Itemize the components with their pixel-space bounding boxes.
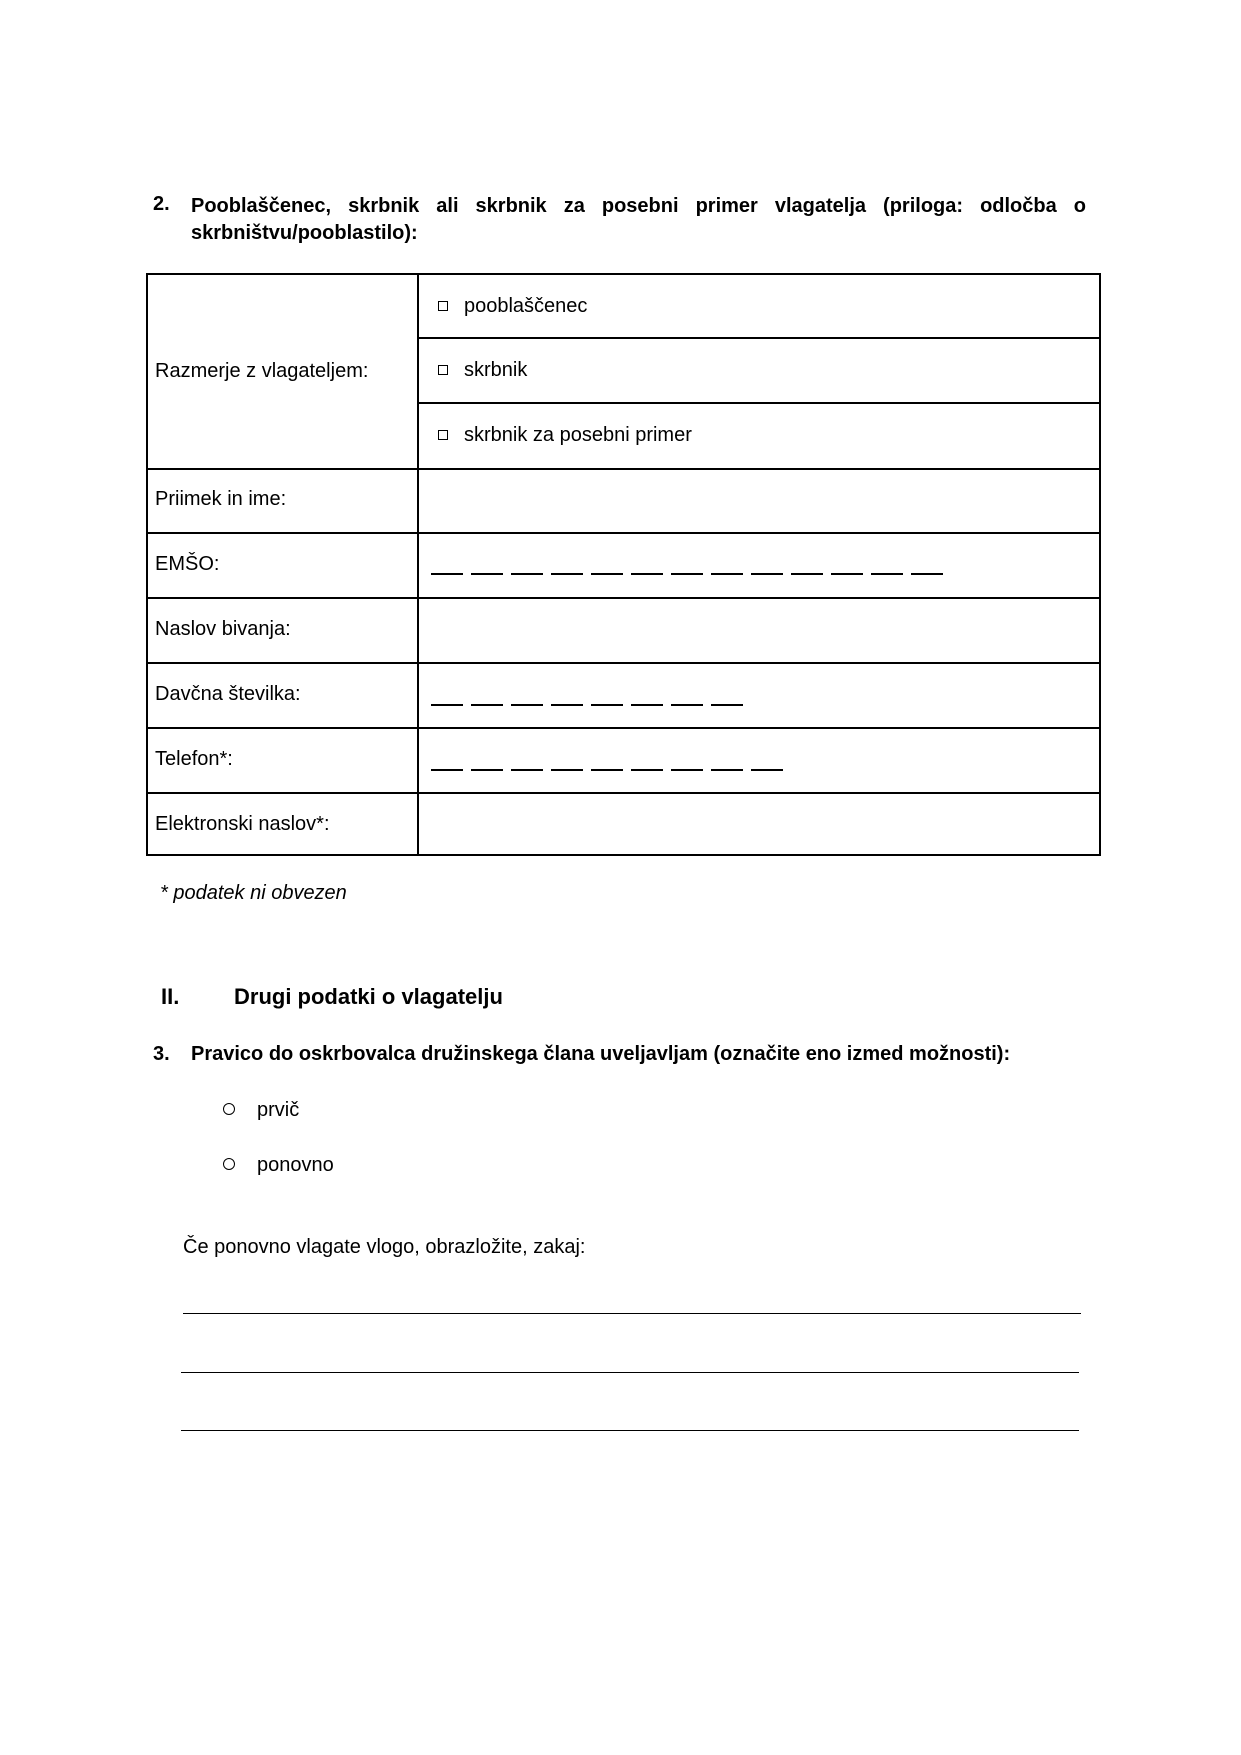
digit-slot[interactable]	[631, 769, 663, 771]
digit-slot[interactable]	[511, 769, 543, 771]
option-skrbnik[interactable]	[438, 359, 527, 382]
email-label: Elektronski naslov*:	[155, 813, 330, 835]
digit-slot[interactable]	[791, 573, 823, 575]
checkbox-icon[interactable]	[438, 430, 448, 440]
option-skrbnik-posebni[interactable]	[438, 424, 692, 447]
tax-label: Davčna številka:	[155, 683, 301, 705]
digit-slot[interactable]	[551, 573, 583, 575]
radio-again[interactable]	[223, 1154, 334, 1177]
reason-prompt: Če ponovno vlagate vlogo, obrazložite, zakaj:	[183, 1236, 586, 1258]
option-pooblascenec[interactable]	[438, 295, 587, 318]
digit-slot[interactable]	[671, 769, 703, 771]
section-number: 2.	[153, 193, 170, 215]
section-ii-title: Drugi podatki o vlagatelju	[234, 984, 503, 1009]
option-label: skrbnik	[464, 359, 528, 381]
section-title: Pooblaščenec, skrbnik ali skrbnik za posebni primer vlagatelja (priloga: odločba o skrbništvu/pooblastilo):	[191, 195, 1086, 244]
name-label: Priimek in ime:	[155, 488, 287, 510]
emso-digit-fields[interactable]	[431, 573, 943, 575]
reason-line[interactable]	[181, 1430, 1079, 1431]
row-divider	[417, 402, 1099, 404]
digit-slot[interactable]	[431, 769, 463, 771]
emso-label: EMŠO:	[155, 553, 220, 575]
relation-label: Razmerje z vlagateljem:	[155, 360, 369, 382]
address-label: Naslov bivanja:	[155, 618, 291, 640]
tax-digit-fields[interactable]	[431, 704, 743, 706]
option-label: pooblaščenec	[464, 295, 588, 317]
radio-first-time[interactable]	[223, 1099, 299, 1122]
row-divider	[148, 662, 1099, 664]
digit-slot[interactable]	[831, 573, 863, 575]
digit-slot[interactable]	[511, 704, 543, 706]
digit-slot[interactable]	[431, 573, 463, 575]
digit-slot[interactable]	[471, 769, 503, 771]
checkbox-icon[interactable]	[438, 301, 448, 311]
representative-table	[146, 273, 1101, 856]
radio-label: ponovno	[257, 1154, 334, 1176]
digit-slot[interactable]	[631, 704, 663, 706]
row-divider	[148, 532, 1099, 534]
option-label: skrbnik za posebni primer	[464, 424, 692, 446]
radio-circle-icon[interactable]	[223, 1103, 235, 1115]
digit-slot[interactable]	[871, 573, 903, 575]
digit-slot[interactable]	[631, 573, 663, 575]
reason-line[interactable]	[183, 1313, 1081, 1314]
digit-slot[interactable]	[471, 573, 503, 575]
digit-slot[interactable]	[431, 704, 463, 706]
row-divider	[148, 468, 1099, 470]
column-divider	[417, 275, 419, 854]
question-number: 3.	[153, 1043, 170, 1065]
radio-label: prvič	[257, 1099, 300, 1121]
row-divider	[148, 597, 1099, 599]
digit-slot[interactable]	[711, 769, 743, 771]
row-divider	[148, 727, 1099, 729]
digit-slot[interactable]	[551, 704, 583, 706]
digit-slot[interactable]	[711, 704, 743, 706]
phone-label: Telefon*:	[155, 748, 233, 770]
digit-slot[interactable]	[751, 769, 783, 771]
radio-circle-icon[interactable]	[223, 1158, 235, 1170]
digit-slot[interactable]	[471, 704, 503, 706]
digit-slot[interactable]	[511, 573, 543, 575]
digit-slot[interactable]	[591, 573, 623, 575]
checkbox-icon[interactable]	[438, 365, 448, 375]
digit-slot[interactable]	[911, 573, 943, 575]
reason-line[interactable]	[181, 1372, 1079, 1373]
row-divider	[148, 792, 1099, 794]
digit-slot[interactable]	[751, 573, 783, 575]
digit-slot[interactable]	[551, 769, 583, 771]
question-title: Pravico do oskrbovalca družinskega člana uveljavljam (označite eno izmed možnosti):	[191, 1043, 1011, 1065]
phone-digit-fields[interactable]	[431, 769, 783, 771]
digit-slot[interactable]	[591, 704, 623, 706]
footnote: * podatek ni obvezen	[160, 882, 347, 904]
digit-slot[interactable]	[591, 769, 623, 771]
digit-slot[interactable]	[671, 573, 703, 575]
row-divider	[417, 337, 1099, 339]
digit-slot[interactable]	[711, 573, 743, 575]
section-ii-number: II.	[161, 984, 180, 1009]
digit-slot[interactable]	[671, 704, 703, 706]
